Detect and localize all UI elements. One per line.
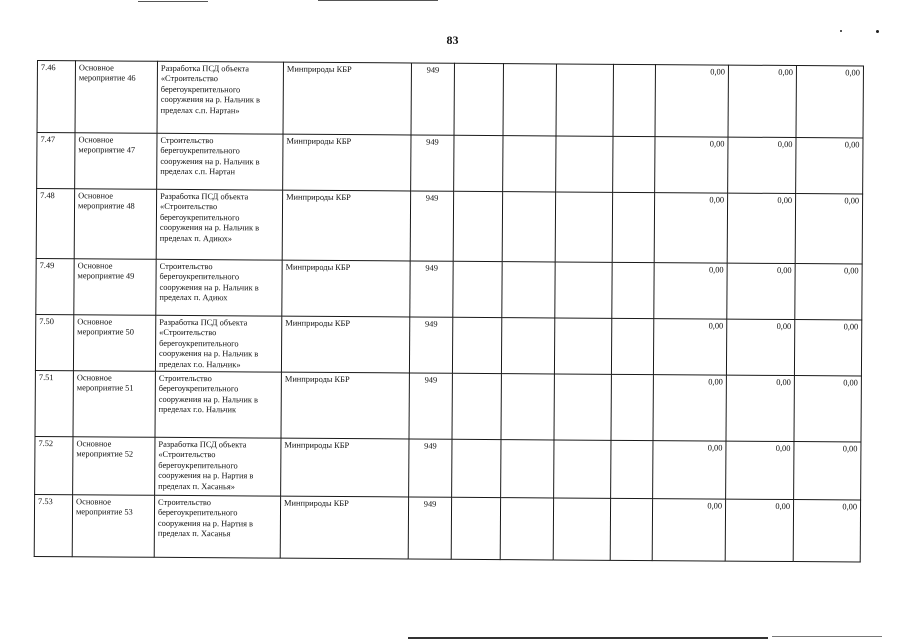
empty-cell bbox=[612, 192, 654, 262]
page-number: 83 bbox=[446, 33, 459, 47]
empty-cell bbox=[453, 261, 502, 317]
value-cell: 0,00 bbox=[794, 442, 861, 500]
budget-code: 949 bbox=[411, 135, 454, 191]
empty-cell bbox=[454, 63, 503, 135]
value-cell: 0,00 bbox=[654, 263, 727, 319]
scan-speck bbox=[840, 30, 842, 32]
value-cell: 0,00 bbox=[795, 264, 862, 320]
scan-artifact-bottom-right bbox=[772, 636, 882, 637]
event-name: Основное мероприятие 49 bbox=[74, 259, 156, 316]
value-cell: 0,00 bbox=[655, 65, 728, 137]
budget-code: 949 bbox=[409, 373, 452, 439]
empty-cell bbox=[556, 64, 613, 136]
empty-cell bbox=[502, 262, 555, 318]
row-number: 7.48 bbox=[36, 189, 74, 259]
value-cell: 0,00 bbox=[796, 138, 863, 194]
value-cell: 0,00 bbox=[653, 441, 726, 499]
empty-cell bbox=[554, 318, 611, 374]
value-cell: 0,00 bbox=[654, 193, 727, 263]
row-number: 7.51 bbox=[35, 370, 73, 436]
empty-cell bbox=[502, 192, 555, 262]
row-number: 7.46 bbox=[37, 61, 75, 133]
budget-code: 949 bbox=[410, 261, 453, 317]
value-cell: 0,00 bbox=[726, 319, 794, 375]
event-name: Основное мероприятие 51 bbox=[73, 371, 155, 438]
empty-cell bbox=[554, 440, 611, 498]
scan-artifact-top-center bbox=[318, 0, 438, 1]
measures-table bbox=[34, 60, 864, 562]
budget-code: 949 bbox=[409, 439, 452, 497]
empty-cell bbox=[556, 136, 613, 192]
event-description: Разработка ПСД объекта «Строительство берегоукрепительного сооружения на р. Нальчик в пределах г.о. Нальчик» bbox=[155, 315, 281, 372]
scan-artifact-top-left bbox=[138, 1, 208, 2]
value-cell: 0,00 bbox=[728, 137, 796, 193]
value-cell: 0,00 bbox=[725, 499, 793, 561]
empty-cell bbox=[501, 374, 554, 440]
empty-cell bbox=[555, 192, 612, 262]
empty-cell bbox=[501, 318, 554, 374]
value-cell: 0,00 bbox=[727, 193, 795, 263]
event-name: Основное мероприятие 48 bbox=[74, 189, 156, 260]
value-cell: 0,00 bbox=[726, 375, 794, 441]
value-cell: 0,00 bbox=[796, 66, 863, 138]
row-number: 7.49 bbox=[36, 258, 74, 314]
value-cell: 0,00 bbox=[794, 320, 861, 376]
value-cell: 0,00 bbox=[653, 319, 726, 375]
event-name: Основное мероприятие 46 bbox=[75, 61, 157, 134]
empty-cell bbox=[501, 440, 554, 498]
empty-cell bbox=[500, 498, 553, 560]
empty-cell bbox=[611, 318, 653, 374]
executor: Минприроды КБР bbox=[283, 62, 411, 135]
event-description: Строительство берегоукрепительного сооружения на р. Нальчик в пределах с.п. Нартан bbox=[157, 133, 283, 190]
empty-cell bbox=[613, 136, 655, 192]
budget-code: 949 bbox=[408, 497, 451, 559]
event-description: Разработка ПСД объекта «Строительство берегоукрепительного сооружения на р. Нальчик в пределах с.п. Нартан» bbox=[157, 61, 283, 134]
executor: Минприроды КБР bbox=[281, 316, 409, 373]
event-name: Основное мероприятие 50 bbox=[73, 315, 155, 372]
empty-cell bbox=[503, 136, 556, 192]
empty-cell bbox=[451, 497, 500, 559]
table-row bbox=[36, 189, 862, 264]
executor: Минприроды КБР bbox=[282, 260, 410, 317]
table-row bbox=[35, 314, 861, 375]
empty-cell bbox=[452, 317, 501, 373]
executor: Минприроды КБР bbox=[281, 438, 409, 497]
executor: Минприроды КБР bbox=[281, 372, 409, 439]
empty-cell bbox=[611, 374, 653, 440]
event-description: Разработка ПСД объекта «Строительство берегоукрепительного сооружения на р. Нальчик в пределах п. Адиюх» bbox=[156, 189, 282, 260]
table-row bbox=[35, 370, 861, 441]
row-number: 7.52 bbox=[35, 436, 73, 494]
table-row bbox=[34, 494, 860, 561]
value-cell: 0,00 bbox=[795, 194, 862, 264]
empty-cell bbox=[554, 374, 611, 440]
executor: Минприроды КБР bbox=[283, 134, 411, 191]
table-row bbox=[36, 258, 862, 319]
value-cell: 0,00 bbox=[793, 500, 860, 562]
executor: Минприроды КБР bbox=[282, 190, 410, 261]
table-row bbox=[37, 133, 863, 194]
row-number: 7.53 bbox=[34, 494, 72, 556]
empty-cell bbox=[453, 191, 502, 261]
executor: Минприроды КБР bbox=[280, 496, 408, 559]
empty-cell bbox=[452, 373, 501, 439]
empty-cell bbox=[503, 64, 556, 136]
budget-code: 949 bbox=[410, 191, 453, 261]
empty-cell bbox=[553, 498, 610, 560]
event-description: Строительство берегоукрепительного сооружения на р. Нальчик в пределах г.о. Нальчик bbox=[155, 371, 281, 438]
table-row bbox=[37, 61, 863, 138]
event-description: Строительство берегоукрепительного сооружения на р. Нартия в пределах п. Хасанья bbox=[154, 495, 280, 558]
row-number: 7.50 bbox=[35, 314, 73, 370]
value-cell: 0,00 bbox=[655, 137, 728, 193]
row-number: 7.47 bbox=[37, 133, 75, 189]
event-name: Основное мероприятие 47 bbox=[75, 133, 157, 190]
empty-cell bbox=[452, 439, 501, 497]
event-description: Строительство берегоукрепительного сооружения на р. Нальчик в пределах п. Адиюх bbox=[156, 259, 282, 316]
empty-cell bbox=[612, 262, 654, 318]
event-description: Разработка ПСД объекта «Строительство берегоукрепительного сооружения на р. Нартия в пределах п. Хасанья» bbox=[155, 437, 281, 496]
event-name: Основное мероприятие 52 bbox=[73, 437, 155, 496]
table-row bbox=[35, 436, 861, 499]
value-cell: 0,00 bbox=[652, 499, 725, 561]
budget-code: 949 bbox=[409, 317, 452, 373]
value-cell: 0,00 bbox=[794, 376, 861, 442]
empty-cell bbox=[613, 64, 655, 136]
empty-cell bbox=[611, 440, 653, 498]
budget-code: 949 bbox=[411, 63, 454, 135]
empty-cell bbox=[610, 498, 652, 560]
value-cell: 0,00 bbox=[727, 263, 795, 319]
empty-cell bbox=[555, 262, 612, 318]
scan-artifact-bottom bbox=[408, 637, 768, 639]
value-cell: 0,00 bbox=[728, 65, 796, 137]
empty-cell bbox=[454, 135, 503, 191]
value-cell: 0,00 bbox=[653, 375, 726, 441]
event-name: Основное мероприятие 53 bbox=[72, 495, 154, 558]
value-cell: 0,00 bbox=[726, 441, 794, 499]
